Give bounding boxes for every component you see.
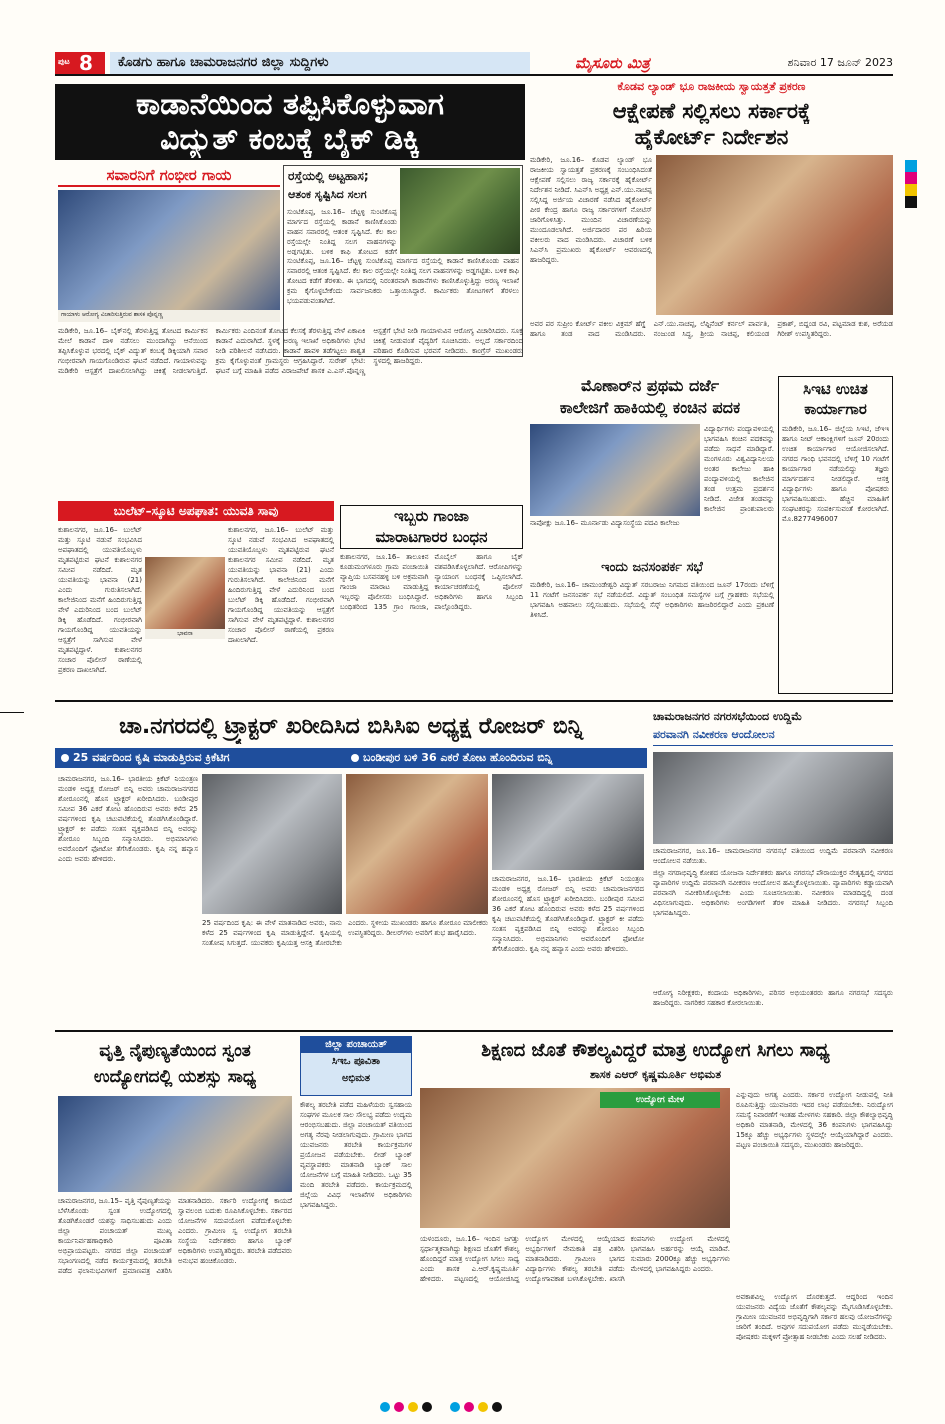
bullet-dot-icon [61,754,69,762]
highcourt-body-continued: ಅವರ ಪರ ಸುಪ್ರೀಂ ಕೋರ್ಟ್ ವಕೀಲ ವಿಕ್ರಮ್ ಹೆಗ್ಡೆ ಹಾಗೂ ತಂಡ ವಾದ ಮಂಡಿಸಿದರು. ಎನ್.ಯು.ನಾಚಪ್ಪ, ಲೆಫ್ಟಿನೆಂಟ್ ಕರ್ನಲ್ ಪಾರ್ವತಿ, ನಂಜುಂಡ ಸಿದ್ಧ, ಶ್ರೀಯ ನಾಚಪ್ಪ, ಕಲಿಯಂಡ ಪ್ರಕಾಶ್, ಬಿದ್ದಂಡ ರವಿ, ಪಟ್ಟಮಾಡ ಕುಶ, ಅರೆಯಡ ಗಿರೀಶ್ ಉಪಸ್ಥಿತರಿದ್ದರು. [530,320,893,338]
hockey-photo-caption: ನಾಪೋಕ್ಲು ಜೂ.16– ಮೂರ್ನಾಡು ವಿದ್ಯಾಸಂಸ್ಥೆಯ ಪದವಿ ಕಾಲೇಜು [530,519,680,527]
lead-body: ಮಡಿಕೇರಿ, ಜೂ.16– ಬೈಕ್‌ನಲ್ಲಿ ತೆರಳುತ್ತಿದ್ದ ತೋಟದ ಕಾರ್ಮಿಕನ ಮೇಲೆ ಕಾಡಾನೆ ದಾಳಿ ನಡೆಸಲು ಮುಂದಾಗಿದ್ದು ಆನೆಯಿಂದ ತಪ್ಪಿಸಿಕೊಳ್ಳುವ ಭರದಲ್ಲಿ ಬೈಕ್ ವಿದ್ಯುತ್ ಕಂಬಕ್ಕೆ ಡಿಕ್ಕಿಯಾಗಿ ಸವಾರ ಗಂಭೀರವಾಗಿ ಗಾಯಗೊಂಡಿರುವ ಘಟನೆ ನಡೆದಿದೆ. ಗಾಯಾಳುವನ್ನು ಮಡಿಕೇರಿ ಆಸ್ಪತ್ರೆಗೆ ದಾಖಲಿಸಲಾಗಿದ್ದು ಚಿಕಿತ್ಸೆ ನೀಡಲಾಗುತ್ತಿದೆ. ಕಾರ್ಮಿಕರು ಎಂದಿನಂತೆ ತೋಟದ ಕೆಲಸಕ್ಕೆ ತೆರಳುತ್ತಿದ್ದ ವೇಳೆ ಏಕಾಏಕಿ ಕಾಡಾನೆ ಎದುರಾಗಿದೆ. ಸ್ಥಳಕ್ಕೆ ಅರಣ್ಯ ಇಲಾಖೆ ಅಧಿಕಾರಿಗಳು ಭೇಟಿ ನೀಡಿ ಪರಿಶೀಲನೆ ನಡೆಸಿದರು. ಕಾಡಾನೆ ಹಾವಳಿ ತಡೆಗಟ್ಟಲು ಶಾಶ್ವತ ಕ್ರಮ ಕೈಗೊಳ್ಳುವಂತೆ ಗ್ರಾಮಸ್ಥರು ಆಗ್ರಹಿಸಿದ್ದಾರೆ. ಸುರೇಶ್ ಭೇಟಿ: ಘಟನೆ ಬಗ್ಗೆ ಮಾಹಿತಿ ಪಡೆದ ವಿರಾಜಪೇಟೆ ಶಾಸಕ ಎ.ಎಸ್.ಪೊನ್ನಣ್ಣ ಆಸ್ಪತ್ರೆಗೆ ಭೇಟಿ ನೀಡಿ ಗಾಯಾಳುವಿನ ಆರೋಗ್ಯ ವಿಚಾರಿಸಿದರು. ಸೂಕ್ತ ಚಿಕಿತ್ಸೆ ನೀಡುವಂತೆ ವೈದ್ಯರಿಗೆ ಸೂಚಿಸಿದರು. ಅಲ್ಲದೆ ಸರ್ಕಾರದಿಂದ ಪರಿಹಾರ ಕೊಡಿಸುವ ಭರವಸೆ ನೀಡಿದರು. ಕಾಂಗ್ರೆಸ್ ಮುಖಂಡರು ಸ್ಥಳದಲ್ಲಿ ಹಾಜರಿದ್ದರು. [58,327,523,375]
accident-headline-bar [58,501,334,521]
selfemploy-body-col3: ಕೌಶಲ್ಯ ತರಬೇತಿ ಪಡೆದ ಮಹಿಳೆಯರು ಸ್ವಸಹಾಯ ಸಂಘಗಳ ಮೂಲಕ ಸಾಲ ಸೌಲಭ್ಯ ಪಡೆದು ಉದ್ಯಮ ಆರಂಭಿಸಬಹುದು. ಜಿಲ್ಲಾ ಪಂಚಾಯತ್ ವತಿಯಿಂದ ಅಗತ್ಯ ನೆರವು ನೀಡಲಾಗುವುದು. ಗ್ರಾಮೀಣ ಭಾಗದ ಯುವಜನರು ತರಬೇತಿ ಕಾರ್ಯಕ್ರಮಗಳ ಪ್ರಯೋಜನ ಪಡೆಯಬೇಕು. ಲೀಡ್ ಬ್ಯಾಂಕ್ ವ್ಯವಸ್ಥಾಪಕರು ಮಾತನಾಡಿ ಬ್ಯಾಂಕ್ ಸಾಲ ಯೋಜನೆಗಳ ಬಗ್ಗೆ ಮಾಹಿತಿ ನೀಡಿದರು. ಒಟ್ಟು 35 ಮಂದಿ ತರಬೇತಿ ಪಡೆದರು. ಕಾರ್ಯಕ್ರಮದಲ್ಲಿ ಜಿಲ್ಲೆಯ ವಿವಿಧ ಇಲಾಖೆಗಳ ಅಧಿಕಾರಿಗಳು ಭಾಗವಹಿಸಿದ್ದರು. [300,1101,412,1209]
job-fair-photo [420,1088,730,1228]
ceo-badge-line3: ಅಭಿಮತ [341,1073,371,1084]
cet-headline-line1: ಸಿಇಟಿ ಉಚಿತ [803,380,868,398]
highcourt-headline-line2: ಹೈಕೋರ್ಟ್ ನಿರ್ದೇಶನ [634,125,789,149]
horizontal-divider [55,700,893,702]
job-fair-banner: ಉದ್ಯೋಗ ಮೇಳ [600,1092,720,1108]
skills-subhead: ಶಾಸಕ ಎಆರ್ ಕೃಷ್ಣಮೂರ್ತಿ ಅಭಿಮತ [589,1068,722,1081]
ceo-badge [300,1036,412,1096]
ganja-headline-box [340,505,523,549]
skills-body: ಯಳಂದೂರು, ಜೂ.16– ಇಂದಿನ ಜಗತ್ತು ಸ್ಪರ್ಧಾತ್ಮಕವಾಗಿದ್ದು ಶಿಕ್ಷಣದ ಜೊತೆಗೆ ಕೌಶಲ್ಯ ಹೊಂದಿದ್ದರೆ ಮಾತ್ರ ಉದ್ಯೋಗ ಸಿಗಲು ಸಾಧ್ಯ ಎಂದು ಶಾಸಕ ಎ.ಆರ್.ಕೃಷ್ಣಮೂರ್ತಿ ಹೇಳಿದರು. ಪಟ್ಟಣದಲ್ಲಿ ಆಯೋಜಿಸಿದ್ದ ಉದ್ಯೋಗ ಮೇಳದಲ್ಲಿ ಆಯ್ಕೆಯಾದ ಅಭ್ಯರ್ಥಿಗಳಿಗೆ ನೇಮಕಾತಿ ಪತ್ರ ವಿತರಿಸಿ ಮಾತನಾಡಿದರು. ಗ್ರಾಮೀಣ ಭಾಗದ ವಿದ್ಯಾರ್ಥಿಗಳು ಕೌಶಲ್ಯ ತರಬೇತಿ ಪಡೆದು ಉದ್ಯೋಗಾವಕಾಶ ಬಳಸಿಕೊಳ್ಳಬೇಕು. ಖಾಸಗಿ ಕಂಪನಿಗಳು ಉದ್ಯೋಗ ಮೇಳದಲ್ಲಿ ಭಾಗವಹಿಸಿ ಅರ್ಹರನ್ನು ಆಯ್ಕೆ ಮಾಡಿವೆ. ಸುಮಾರು 2000ಕ್ಕೂ ಹೆಚ್ಚು ಅಭ್ಯರ್ಥಿಗಳು ಮೇಳದಲ್ಲಿ ಭಾಗವಹಿಸಿದ್ದರು ಎಂದರು. [420,1235,730,1283]
binny-key-handover-photo [346,774,488,914]
municipal-headline-line2: ಪರವಾನಗಿ ನವೀಕರಣ ಆಂದೋಲನ [653,728,893,746]
tractor-body: ಚಾಮರಾಜನಗರ, ಜೂ.16– ಭಾರತೀಯ ಕ್ರಿಕೆಟ್ ನಿಯಂತ್ರಣ ಮಂಡಳಿ ಅಧ್ಯಕ್ಷ ರೋಜರ್ ಬಿನ್ನಿ ಅವರು ಚಾಮರಾಜನಗರದ ಶೋರೂಂನಲ್ಲಿ ಹೊಸ ಟ್ರ್ಯಾಕ್ಟರ್ ಖರೀದಿಸಿದರು. ಬಂಡೀಪುರ ಸಮೀಪ 36 ಎಕರೆ ತೋಟ ಹೊಂದಿರುವ ಅವರು ಕಳೆದ 25 ವರ್ಷಗಳಿಂದ ಕೃಷಿ ಚಟುವಟಿಕೆಯಲ್ಲಿ ತೊಡಗಿಸಿಕೊಂಡಿದ್ದಾರೆ. ಟ್ರ್ಯಾಕ್ಟರ್ ಕೀ ಪಡೆದು ಸಂತಸ ವ್ಯಕ್ತಪಡಿಸಿದ ಬಿನ್ನಿ ಅವರನ್ನು ಶೋರೂಂ ಸಿಬ್ಬಂದಿ ಸನ್ಮಾನಿಸಿದರು. ಅಭಿಮಾನಿಗಳು ಅವರೊಂದಿಗೆ ಫೋಟೋ ತೆಗೆಸಿಕೊಂಡರು. ಕೃಷಿ ನನ್ನ ಹವ್ಯಾಸ ಎಂದು ಅವರು ಹೇಳಿದರು. [58,775,198,863]
tractor-headline: ಚಾ.ನಗರದಲ್ಲಿ ಟ್ರ್ಯಾಕ್ಟರ್ ಖರೀದಿಸಿದ ಬಿಸಿಸಿಐ ಅಧ್ಯಕ್ಷ ರೋಜರ್ ಬಿನ್ನಿ [119,714,583,739]
registration-dot-icon [380,1402,390,1412]
horizontal-divider [55,1030,893,1032]
tractor-showroom-photo [202,774,342,914]
tractor-body-col3: ಚಾಮರಾಜನಗರ, ಜೂ.16– ಭಾರತೀಯ ಕ್ರಿಕೆಟ್ ನಿಯಂತ್ರಣ ಮಂಡಳಿ ಅಧ್ಯಕ್ಷ ರೋಜರ್ ಬಿನ್ನಿ ಅವರು ಚಾಮರಾಜನಗರದ ಶೋರೂಂನಲ್ಲಿ ಹೊಸ ಟ್ರ್ಯಾಕ್ಟರ್ ಖರೀದಿಸಿದರು. ಬಂಡೀಪುರ ಸಮೀಪ 36 ಎಕರೆ ತೋಟ ಹೊಂದಿರುವ ಅವರು ಕಳೆದ 25 ವರ್ಷಗಳಿಂದ ಕೃಷಿ ಚಟುವಟಿಕೆಯಲ್ಲಿ ತೊಡಗಿಸಿಕೊಂಡಿದ್ದಾರೆ. ಟ್ರ್ಯಾಕ್ಟರ್ ಕೀ ಪಡೆದು ಸಂತಸ ವ್ಯಕ್ತಪಡಿಸಿದ ಬಿನ್ನಿ ಅವರನ್ನು ಶೋರೂಂ ಸಿಬ್ಬಂದಿ ಸನ್ಮಾನಿಸಿದರು. ಅಭಿಮಾನಿಗಳು ಅವರೊಂದಿಗೆ ಫೋಟೋ ತೆಗೆಸಿಕೊಂಡರು. ಕೃಷಿ ನನ್ನ ಹವ್ಯಾಸ ಎಂದು ಅವರು ಹೇಳಿದರು. [492,875,644,953]
janasampark-body: ಮಡಿಕೇರಿ, ಜೂ.16– ಚಾಮುಂಡೇಶ್ವರಿ ವಿದ್ಯುತ್ ಸರಬರಾಜು ನಿಗಮದ ವತಿಯಿಂದ ಜೂನ್ 17ರಂದು ಬೆಳಿಗ್ಗೆ 11 ಗಂಟೆಗೆ ಜನಸಂಪರ್ಕ ಸಭೆ ನಡೆಯಲಿದೆ. ವಿದ್ಯುತ್ ಸಂಬಂಧಿತ ಸಮಸ್ಯೆಗಳ ಬಗ್ಗೆ ಗ್ರಾಹಕರು ಸಭೆಯಲ್ಲಿ ಭಾಗವಹಿಸಿ ಅಹವಾಲು ಸಲ್ಲಿಸಬಹುದು. ಸಭೆಯಲ್ಲಿ ಸೆಸ್ಕ್ ಅಧಿಕಾರಿಗಳು ಹಾಜರಿರಲಿದ್ದಾರೆ ಎಂದು ಪ್ರಕಟಣೆ ತಿಳಿಸಿದೆ. [530,581,774,619]
registration-dot-icon [394,1402,404,1412]
registration-dot-icon [492,1402,502,1412]
skills-headline: ಶಿಕ್ಷಣದ ಜೊತೆ ಕೌಶಲ್ಯವಿದ್ದರೆ ಮಾತ್ರ ಉದ್ಯೋಗ ಸಿಗಲು ಸಾಧ್ಯ [481,1040,830,1061]
hockey-headline-line1: ಮೊಣಾರ್‌ನ ಪ್ರಥಮ ದರ್ಜೆ [581,376,719,395]
tractor-bullet-1: 25 ವರ್ಷದಿಂದ ಕೃಷಿ ಮಾಡುತ್ತಿರುವ ಕ್ರಿಕೆಟಿಗ [73,751,230,764]
hospital-photo [58,190,280,310]
ganja-headline-line2: ಮಾರಾಟಗಾರರ ಬಂಧನ [375,528,488,546]
lead-subhead: ಸವಾರನಿಗೆ ಗಂಭೀರ ಗಾಯ [58,163,280,187]
municipal-body: ಜಿಲ್ಲಾ ನಗರಾಭಿವೃದ್ಧಿ ಕೋಶದ ಯೋಜನಾ ನಿರ್ದೇಶಕರು ಹಾಗೂ ನಗರಸಭೆ ಪೌರಾಯುಕ್ತರ ನೇತೃತ್ವದಲ್ಲಿ ನಗರದ ವ್ಯಾಪಾರಿಗಳ ಉದ್ದಿಮೆ ಪರವಾನಗಿ ನವೀಕರಣ ಆಂದೋಲನ ಹಮ್ಮಿಕೊಳ್ಳಲಾಯಿತು. ವ್ಯಾಪಾರಿಗಳು ಕಡ್ಡಾಯವಾಗಿ ಪರವಾನಗಿ ನವೀಕರಿಸಿಕೊಳ್ಳಬೇಕು ಎಂದು ಸೂಚಿಸಲಾಯಿತು. ನವೀಕರಣ ಮಾಡದಿದ್ದಲ್ಲಿ ದಂಡ ವಿಧಿಸಲಾಗುವುದು. ಅಧಿಕಾರಿಗಳು ಅಂಗಡಿಗಳಿಗೆ ತೆರಳಿ ಮಾಹಿತಿ ನೀಡಿದರು. ನಗರಸಭೆ ಸಿಬ್ಬಂದಿ ಭಾಗವಹಿಸಿದ್ದರು. [653,869,893,917]
selfemploy-headline-line1: ವೃತ್ತಿ ನೈಪುಣ್ಯತೆಯಿಂದ ಸ್ವಂತ [99,1041,251,1061]
lead-headline-box [55,84,525,160]
registration-dot-icon [478,1402,488,1412]
highcourt-body: ಮಡಿಕೇರಿ, ಜೂ.16– ಕೊಡವ ಲ್ಯಾಂಡ್ ಭೂ ರಾಜಕೀಯ ಸ್ವಾಯತ್ತತೆ ಪ್ರಕರಣಕ್ಕೆ ಸಂಬಂಧಿಸಿದಂತೆ ಆಕ್ಷೇಪಣೆ ಸಲ್ಲಿಸಲು ರಾಜ್ಯ ಸರ್ಕಾರಕ್ಕೆ ಹೈಕೋರ್ಟ್ ನಿರ್ದೇಶನ ನೀಡಿದೆ. ಸಿಎನ್‌ಸಿ ಅಧ್ಯಕ್ಷ ಎನ್.ಯು.ನಾಚಪ್ಪ ಸಲ್ಲಿಸಿದ್ದ ಅರ್ಜಿಯ ವಿಚಾರಣೆ ನಡೆಸಿದ ಹೈಕೋರ್ಟ್ ಪೀಠ ಕೇಂದ್ರ ಹಾಗೂ ರಾಜ್ಯ ಸರ್ಕಾರಗಳಿಗೆ ನೋಟಿಸ್ ಜಾರಿಗೊಳಿಸಿತ್ತು. ಮುಂದಿನ ವಿಚಾರಣೆಯನ್ನು ಮುಂದೂಡಲಾಗಿದೆ. ಅರ್ಜಿದಾರರ ಪರ ಹಿರಿಯ ವಕೀಲರು ವಾದ ಮಂಡಿಸಿದರು. ವಿಚಾರಣೆ ಬಳಿಕ ಸಿಎನ್‌ಸಿ ಪ್ರಮುಖರು ಹೈಕೋರ್ಟ್ ಆವರಣದಲ್ಲಿ ಹಾಜರಿದ್ದರು. [530,156,652,264]
hockey-team-photo [530,424,700,516]
road-body: ಸುಂಟಿಕೊಪ್ಪ, ಜೂ.16– ಚೆಟ್ಟಳ್ಳಿ ಸುಂಟಿಕೊಪ್ಪ ಮಾರ್ಗದ ರಸ್ತೆಯಲ್ಲಿ ಕಾಡಾನೆ ಕಾಣಿಸಿಕೊಂಡು ವಾಹನ ಸವಾರರಲ್ಲಿ ಆತಂಕ ಸೃಷ್ಟಿಸಿದೆ. ಕೆಲ ಕಾಲ ರಸ್ತೆಯಲ್ಲೇ ನಿಂತಿದ್ದ ಸಲಗ ವಾಹನಗಳನ್ನು ಅಡ್ಡಗಟ್ಟಿತು. ಬಳಿಕ ಕಾಫಿ ತೋಟದ ಕಡೆಗೆ [287,208,397,255]
paper-name: ಮೈಸೂರು ಮಿತ್ರ [575,54,650,72]
ganja-headline-line1: ಇಬ್ಬರು ಗಾಂಜಾ [394,507,469,525]
road-subhead: ಆತಂಕ ಸೃಷ್ಟಿಸಿದ ಸಲಗ [288,188,367,201]
registration-dot-icon [408,1402,418,1412]
registration-dot-icon [464,1402,474,1412]
cet-headline-line2: ಕಾರ್ಯಾಗಾರ [804,400,867,418]
highcourt-group-photo [656,155,893,315]
section-title: ಕೊಡಗು ಹಾಗೂ ಚಾಮರಾಜನಗರ ಜಿಲ್ಲಾ ಸುದ್ದಿಗಳು [110,52,530,74]
highcourt-headline-line1: ಆಕ್ಷೇಪಣೆ ಸಲ್ಲಿಸಲು ಸರ್ಕಾರಕ್ಕೆ [612,99,811,123]
cet-body: ಮಡಿಕೇರಿ, ಜೂ.16– ಜಿಲ್ಲೆಯ ಸಿಇಟಿ, ಜೆಇಇ ಹಾಗೂ ನೀಟ್ ಆಕಾಂಕ್ಷಿಗಳಿಗೆ ಜೂನ್ 20ರಂದು ಉಚಿತ ಕಾರ್ಯಾಗಾರ ಆಯೋಜಿಸಲಾಗಿದೆ. ನಗರದ ಗಾಂಧಿ ಭವನದಲ್ಲಿ ಬೆಳಿಗ್ಗೆ 10 ಗಂಟೆಗೆ ಕಾರ್ಯಾಗಾರ ನಡೆಯಲಿದ್ದು ತಜ್ಞರು ಮಾರ್ಗದರ್ಶನ ನೀಡಲಿದ್ದಾರೆ. ಆಸಕ್ತ ವಿದ್ಯಾರ್ಥಿಗಳು ಹಾಗೂ ಪೋಷಕರು ಭಾಗವಹಿಸಬಹುದು. ಹೆಚ್ಚಿನ ಮಾಹಿತಿಗೆ ಸಂಘಟಕರನ್ನು ಸಂಪರ್ಕಿಸುವಂತೆ ಕೋರಲಾಗಿದೆ. ಮೊ.8277496007 [782,425,889,523]
municipal-body-continued: ಆರೋಗ್ಯ ನಿರೀಕ್ಷಕರು, ಕಂದಾಯ ಅಧಿಕಾರಿಗಳು, ಪರಿಸರ ಅಭಿಯಂತರರು ಹಾಗೂ ನಗರಸಭೆ ಸದಸ್ಯರು ಹಾಜರಿದ್ದರು. ನಾಗರಿಕರ ಸಹಕಾರ ಕೋರಲಾಯಿತು. [653,989,893,1007]
lead-headline-line1: ಕಾಡಾನೆಯಿಂದ ತಪ್ಪಿಸಿಕೊಳ್ಳುವಾಗ [135,87,444,122]
bullet-dot-icon [351,754,359,762]
tractor-photo [492,774,644,870]
skills-body-col4: ಎನ್ನುವುದು ಅಗತ್ಯ ಎಂದರು. ಸರ್ಕಾರ ಉದ್ಯೋಗ ನೀಡುವಲ್ಲಿ ನೀತಿ ರೂಪಿಸುತ್ತಿದ್ದು ಯುವಜನರು ಇದರ ಲಾಭ ಪಡೆಯಬೇಕು. ನಿರುದ್ಯೋಗ ಸಮಸ್ಯೆ ನಿವಾರಣೆಗೆ ಇಂತಹ ಮೇಳಗಳು ಸಹಕಾರಿ. ಜಿಲ್ಲಾ ಕೌಶಲ್ಯಾಭಿವೃದ್ಧಿ ಅಧಿಕಾರಿ ಮಾತನಾಡಿ, ಮೇಳದಲ್ಲಿ 36 ಕಂಪನಿಗಳು ಭಾಗವಹಿಸಿದ್ದು 15ಕ್ಕೂ ಹೆಚ್ಚು ಅಭ್ಯರ್ಥಿಗಳು ಸ್ಥಳದಲ್ಲೇ ಆಯ್ಕೆಯಾಗಿದ್ದಾರೆ ಎಂದರು. ಪಟ್ಟಣ ಪಂಚಾಯಿತಿ ಸದಸ್ಯರು, ಮುಖಂಡರು ಹಾಜರಿದ್ದರು. [736,1091,893,1149]
road-body-continued: ಸುಂಟಿಕೊಪ್ಪ, ಜೂ.16– ಚೆಟ್ಟಳ್ಳಿ ಸುಂಟಿಕೊಪ್ಪ ಮಾರ್ಗದ ರಸ್ತೆಯಲ್ಲಿ ಕಾಡಾನೆ ಕಾಣಿಸಿಕೊಂಡು ವಾಹನ ಸವಾರರಲ್ಲಿ ಆತಂಕ ಸೃಷ್ಟಿಸಿದೆ. ಕೆಲ ಕಾಲ ರಸ್ತೆಯಲ್ಲೇ ನಿಂತಿದ್ದ ಸಲಗ ವಾಹನಗಳನ್ನು ಅಡ್ಡಗಟ್ಟಿತು. ಬಳಿಕ ಕಾಫಿ ತೋಟದ ಕಡೆಗೆ ತೆರಳಿತು. ಈ ಭಾಗದಲ್ಲಿ ನಿರಂತರವಾಗಿ ಕಾಡಾನೆಗಳು ಕಾಣಿಸಿಕೊಳ್ಳುತ್ತಿದ್ದು ಅರಣ್ಯ ಇಲಾಖೆ ಕ್ರಮ ಕೈಗೊಳ್ಳಬೇಕೆಂದು ಸಾರ್ವಜನಿಕರು ಒತ್ತಾಯಿಸಿದ್ದಾರೆ. ಕಾರ್ಮಿಕರು ತೋಟಗಳಿಗೆ ತೆರಳಲು ಭಯಪಡುವಂತಾಗಿದೆ. [287,257,519,305]
page-label: ಪುಟ [58,57,70,66]
hockey-headline-line2: ಕಾಲೇಜಿಗೆ ಹಾಕಿಯಲ್ಲಿ ಕಂಚಿನ ಪದಕ [559,398,741,417]
hospital-photo-caption: ಗಾಯಾಳು ಆರೋಗ್ಯ ವಿಚಾರಿಸುತ್ತಿರುವ ಶಾಸಕ ಪೊನ್ನಣ್ಣ [58,310,280,322]
skills-body-col4-continued: ಅವಕಾಶವಿಲ್ಲ ಉದ್ಯೋಗ ದೊರಕುತ್ತದೆ. ಆದ್ದರಿಂದ ಇಂದಿನ ಯುವಜನರು ವಿದ್ಯೆಯ ಜೊತೆಗೆ ಕೌಶಲ್ಯವನ್ನು ಮೈಗೂಡಿಸಿಕೊಳ್ಳಬೇಕು. ಗ್ರಾಮೀಣ ಯುವಜನರ ಅಭಿವೃದ್ಧಿಗಾಗಿ ಸರ್ಕಾರ ಹಲವು ಯೋಜನೆಗಳನ್ನು ಜಾರಿಗೆ ತಂದಿದೆ. ಅವುಗಳ ಸದುಪಯೋಗ ಪಡೆದು ಮುನ್ನಡೆಯಬೇಕು. ಪೋಷಕರು ಮಕ್ಕಳಿಗೆ ಪ್ರೋತ್ಸಾಹ ನೀಡಬೇಕು ಎಂದು ಸಲಹೆ ನೀಡಿದರು. [736,1293,893,1341]
page-header [55,52,893,76]
tractor-bullet-2: ಬಂಡೀಪುರ ಬಳಿ 36 ಎಕರೆ ತೋಟ ಹೊಂದಿರುವ ಬಿನ್ನಿ [363,751,553,764]
accident-victim-photo [145,557,225,629]
accident-headline: ಬುಲೆಟ್–ಸ್ಕೂಟಿ ಅಪಘಾತ: ಯುವತಿ ಸಾವು [113,504,279,518]
color-strip [905,160,917,208]
elephant-road-photo [400,168,520,254]
issue-date: ಶನಿವಾರ 17 ಜೂನ್ 2023 [787,56,893,69]
page-number-badge [55,52,105,74]
tractor-bullet-bar [55,748,647,768]
registration-dot-icon [422,1402,432,1412]
highcourt-kicker: ಕೊಡವ ಲ್ಯಾಂಡ್ ಭೂ ರಾಜಕೀಯ ಸ್ವಾಯತ್ತತೆ ಪ್ರಕರಣ [617,80,806,93]
accident-photo-caption: ಭಾವನಾ [145,629,225,639]
accident-body-col1: ಕುಶಾಲನಗರ, ಜೂ.16– ಬುಲೆಟ್ ಮತ್ತು ಸ್ಕೂಟಿ ನಡುವೆ ಸಂಭವಿಸಿದ ಅಪಘಾತದಲ್ಲಿ ಯುವತಿಯೊಬ್ಬಳು ಮೃತಪಟ್ಟಿರುವ ಘಟನೆ ಕುಶಾಲನಗರ ಸಮೀಪ ನಡೆದಿದೆ. ಮೃತ ಯುವತಿಯನ್ನು ಭಾವನಾ (21) ಎಂದು ಗುರುತಿಸಲಾಗಿದೆ. ಕಾಲೇಜಿನಿಂದ ಮನೆಗೆ ಹಿಂದಿರುಗುತ್ತಿದ್ದ ವೇಳೆ ಎದುರಿನಿಂದ ಬಂದ ಬುಲೆಟ್ ಡಿಕ್ಕಿ ಹೊಡೆದಿದೆ. ಗಂಭೀರವಾಗಿ ಗಾಯಗೊಂಡಿದ್ದ ಯುವತಿಯನ್ನು ಆಸ್ಪತ್ರೆಗೆ ಸಾಗಿಸುವ ವೇಳೆ ಮೃತಪಟ್ಟಿದ್ದಾಳೆ. ಕುಶಾಲನಗರ ಸಂಚಾರ ಪೊಲೀಸ್ ಠಾಣೆಯಲ್ಲಿ ಪ್ರಕರಣ ದಾಖಲಾಗಿದೆ. [58,526,142,674]
municipal-headline-line1: ಚಾಮರಾಜನಗರ ನಗರಸಭೆಯಿಂದ ಉದ್ದಿಮೆ [653,710,803,723]
selfemploy-body: ಚಾಮರಾಜನಗರ, ಜೂ.15– ವೃತ್ತಿ ನೈಪುಣ್ಯತೆಯನ್ನು ಬೆಳೆಸಿಕೊಂಡು ಸ್ವಂತ ಉದ್ಯೋಗದಲ್ಲಿ ತೊಡಗಿಕೊಂಡರೆ ಯಶಸ್ಸು ಸಾಧಿಸಬಹುದು ಎಂದು ಜಿಲ್ಲಾ ಪಂಚಾಯತ್ ಮುಖ್ಯ ಕಾರ್ಯನಿರ್ವಹಣಾಧಿಕಾರಿ ಪೂವಿತಾ ಅಭಿಪ್ರಾಯಪಟ್ಟರು. ನಗರದ ಜಿಲ್ಲಾ ಪಂಚಾಯತ್ ಸಭಾಂಗಣದಲ್ಲಿ ನಡೆದ ಕಾರ್ಯಕ್ರಮದಲ್ಲಿ ತರಬೇತಿ ಪಡೆದ ಫಲಾನುಭವಿಗಳಿಗೆ ಪ್ರಮಾಣಪತ್ರ ವಿತರಿಸಿ ಮಾತನಾಡಿದರು. ಸರ್ಕಾರಿ ಉದ್ಯೋಗಕ್ಕೆ ಕಾಯದೆ ಸ್ವಾವಲಂಬಿ ಬದುಕು ರೂಪಿಸಿಕೊಳ್ಳಬೇಕು. ಸರ್ಕಾರದ ಯೋಜನೆಗಳ ಸದುಪಯೋಗ ಪಡೆದುಕೊಳ್ಳಬೇಕು ಎಂದರು. ಗ್ರಾಮೀಣ ಸ್ವ ಉದ್ಯೋಗ ತರಬೇತಿ ಸಂಸ್ಥೆಯ ನಿರ್ದೇಶಕರು ಹಾಗೂ ಬ್ಯಾಂಕ್ ಅಧಿಕಾರಿಗಳು ಉಪಸ್ಥಿತರಿದ್ದರು. ತರಬೇತಿ ಪಡೆದವರು ಅನುಭವ ಹಂಚಿಕೊಂಡರು. [58,1197,292,1275]
registration-dot-icon [450,1402,460,1412]
registration-marks [380,1402,540,1414]
crop-mark [0,712,24,713]
municipal-photo-caption: ಚಾಮರಾಜನಗರ, ಜೂ.16– ಚಾಮರಾಜನಗರ ನಗರಸಭೆ ವತಿಯಿಂದ ಉದ್ದಿಮೆ ಪರವಾನಗಿ ನವೀಕರಣ ಆಂದೋಲನ ನಡೆಯಿತು. [653,847,893,865]
certificate-photo [58,1096,292,1192]
tractor-body-col2: 25 ವರ್ಷದಿಂದ ಕೃಷಿ: ಈ ವೇಳೆ ಮಾತನಾಡಿದ ಅವರು, ನಾನು ಕಳೆದ 25 ವರ್ಷಗಳಿಂದ ಕೃಷಿ ಮಾಡುತ್ತಿದ್ದೇನೆ. ಕೃಷಿಯಲ್ಲಿ ಸಂತೋಷ ಸಿಗುತ್ತದೆ. ಯುವಕರು ಕೃಷಿಯತ್ತ ಆಸಕ್ತಿ ತೋರಬೇಕು ಎಂದರು. ಸ್ಥಳೀಯ ಮುಖಂಡರು ಹಾಗೂ ಶೋರೂಂ ಮಾಲೀಕರು ಉಪಸ್ಥಿತರಿದ್ದರು. ಡೀಲರ್‌ಗಳು ಅವರಿಗೆ ಶುಭ ಹಾರೈಸಿದರು. [202,919,488,947]
janasampark-headline: ಇಂದು ಜನಸಂಪರ್ಕ ಸಭೆ [601,560,703,575]
ceo-badge-line2: ಸಿಇಒ ಪೂವಿತಾ [331,1056,381,1067]
ceo-badge-line1: ಜಿಲ್ಲಾ ಪಂಚಾಯತ್ [301,1037,411,1053]
ganja-body: ಕುಶಾಲನಗರ, ಜೂ.16– ತಾಲೂಕಿನ ಕೂಡುಮಂಗಳೂರು ಗ್ರಾಮ ಪಂಚಾಯಿತಿ ವ್ಯಾಪ್ತಿಯ ಬಸವನಹಳ್ಳಿ ಬಳಿ ಅಕ್ರಮವಾಗಿ ಗಾಂಜಾ ಮಾರಾಟ ಮಾಡುತ್ತಿದ್ದ ಇಬ್ಬರನ್ನು ಪೊಲೀಸರು ಬಂಧಿಸಿದ್ದಾರೆ. ಬಂಧಿತರಿಂದ 135 ಗ್ರಾಂ ಗಾಂಜಾ, ಮೊಬೈಲ್ ಹಾಗೂ ಬೈಕ್ ವಶಪಡಿಸಿಕೊಳ್ಳಲಾಗಿದೆ. ಆರೋಪಿಗಳನ್ನು ನ್ಯಾಯಾಂಗ ಬಂಧನಕ್ಕೆ ಒಪ್ಪಿಸಲಾಗಿದೆ. ಕಾರ್ಯಾಚರಣೆಯಲ್ಲಿ ಪೊಲೀಸ್ ಅಧಿಕಾರಿಗಳು ಹಾಗೂ ಸಿಬ್ಬಂದಿ ಪಾಲ್ಗೊಂಡಿದ್ದರು. [340,553,523,611]
road-headline: ರಸ್ತೆಯಲ್ಲಿ ಅಟ್ಟಹಾಸ; [288,169,369,183]
hockey-body: ವಿದ್ಯಾರ್ಥಿಗಳು ಪಂದ್ಯಾವಳಿಯಲ್ಲಿ ಭಾಗವಹಿಸಿ ಕಂಚಿನ ಪದಕವನ್ನು ಪಡೆದು ಸಾಧನೆ ಮಾಡಿದ್ದಾರೆ. ಮಂಗಳೂರು ವಿಶ್ವವಿದ್ಯಾನಿಲಯ ಅಂತರ ಕಾಲೇಜು ಹಾಕಿ ಪಂದ್ಯಾವಳಿಯಲ್ಲಿ ಕಾಲೇಜಿನ ತಂಡ ಉತ್ತಮ ಪ್ರದರ್ಶನ ನೀಡಿದೆ. ವಿಜೇತ ತಂಡವನ್ನು ಕಾಲೇಜಿನ ಪ್ರಾಂಶುಪಾಲರು [704,425,774,513]
accident-body-col2: ಕುಶಾಲನಗರ, ಜೂ.16– ಬುಲೆಟ್ ಮತ್ತು ಸ್ಕೂಟಿ ನಡುವೆ ಸಂಭವಿಸಿದ ಅಪಘಾತದಲ್ಲಿ ಯುವತಿಯೊಬ್ಬಳು ಮೃತಪಟ್ಟಿರುವ ಘಟನೆ ಕುಶಾಲನಗರ ಸಮೀಪ ನಡೆದಿದೆ. ಮೃತ ಯುವತಿಯನ್ನು ಭಾವನಾ (21) ಎಂದು ಗುರುತಿಸಲಾಗಿದೆ. ಕಾಲೇಜಿನಿಂದ ಮನೆಗೆ ಹಿಂದಿರುಗುತ್ತಿದ್ದ ವೇಳೆ ಎದುರಿನಿಂದ ಬಂದ ಬುಲೆಟ್ ಡಿಕ್ಕಿ ಹೊಡೆದಿದೆ. ಗಂಭೀರವಾಗಿ ಗಾಯಗೊಂಡಿದ್ದ ಯುವತಿಯನ್ನು ಆಸ್ಪತ್ರೆಗೆ ಸಾಗಿಸುವ ವೇಳೆ ಮೃತಪಟ್ಟಿದ್ದಾಳೆ. ಕುಶಾಲನಗರ ಸಂಚಾರ ಪೊಲೀಸ್ ಠಾಣೆಯಲ್ಲಿ ಪ್ರಕರಣ ದಾಖಲಾಗಿದೆ. [228,526,334,644]
lead-headline-line2: ವಿದ್ಯುತ್ ಕಂಬಕ್ಕೆ ಬೈಕ್ ಡಿಕ್ಕಿ [160,122,420,157]
selfemploy-headline-line2: ಉದ್ಯೋಗದಲ್ಲಿ ಯಶಸ್ಸು ಸಾಧ್ಯ [93,1067,257,1087]
municipal-photo [653,752,893,844]
page-number: 8 [79,51,93,75]
